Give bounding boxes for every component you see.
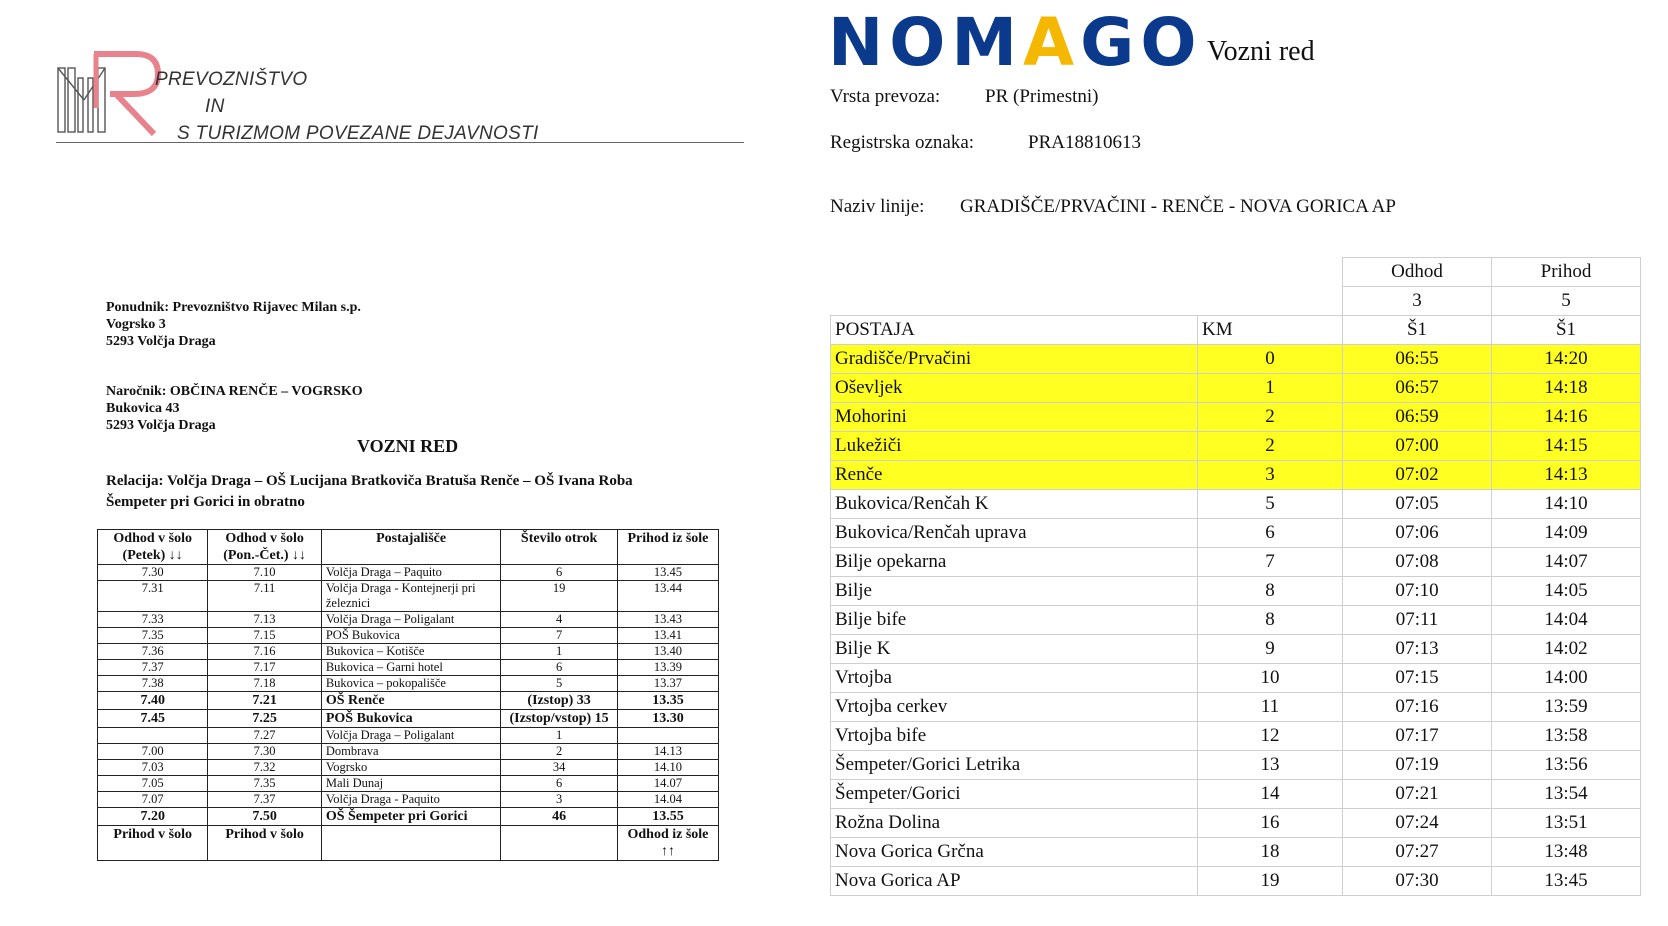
- table-header-row: [98, 530, 719, 565]
- odhod-petek-cell: 7.30: [98, 565, 208, 581]
- table-row: [831, 780, 1641, 809]
- ponudnik-line: 5293 Volčja Draga: [106, 334, 216, 349]
- postajalisce-cell: OŠ Renče: [321, 692, 500, 710]
- prihod-cell: 13:45: [1492, 867, 1641, 896]
- odhod-petek-cell: Prihod v šolo: [98, 826, 208, 861]
- prihod-cell: Odhod iz šole ↑↑: [617, 826, 718, 861]
- prihod-cell: [617, 728, 718, 744]
- stevilo-otrok-cell: Število otrok: [501, 530, 618, 565]
- table-row: [98, 660, 719, 676]
- stevilo-otrok-cell: 6: [501, 660, 618, 676]
- prihod-cell: 14:05: [1492, 577, 1641, 606]
- narocnik-line: 5293 Volčja Draga: [106, 418, 216, 433]
- postajalisce-cell: Mali Dunaj: [321, 776, 500, 792]
- prihod-code: Š1: [1492, 316, 1641, 345]
- station-cell: Bukovica/Renčah uprava: [831, 519, 1198, 548]
- narocnik-line: Bukovica 43: [106, 401, 180, 416]
- vrsta-prevoza-row: [830, 86, 1099, 108]
- odhod-cell: 07:21: [1343, 780, 1492, 809]
- odhod-cell: 07:19: [1343, 751, 1492, 780]
- odhod-petek-cell: 7.03: [98, 760, 208, 776]
- prihod-cell: 14.13: [617, 744, 718, 760]
- stevilo-otrok-cell: [501, 826, 618, 861]
- company-line-1: PREVOZNIŠTVO: [155, 69, 308, 90]
- table-row: [831, 403, 1641, 432]
- relacija-line: Šempeter pri Gorici in obratno: [106, 494, 305, 510]
- station-cell: Bilje bife: [831, 606, 1198, 635]
- station-cell: Oševljek: [831, 374, 1198, 403]
- prihod-cell: 13.45: [617, 565, 718, 581]
- table-row: [831, 374, 1641, 403]
- registrska-oznaka-value: PRA18810613: [1028, 132, 1141, 153]
- odhod-cell: 07:17: [1343, 722, 1492, 751]
- postajalisce-cell: Bukovica – pokopališče: [321, 676, 500, 692]
- table-row: [98, 776, 719, 792]
- table-row: [831, 606, 1641, 635]
- table-row: [831, 751, 1641, 780]
- km-cell: 2: [1198, 432, 1343, 461]
- vrsta-prevoza-label: Vrsta prevoza:: [830, 86, 941, 107]
- station-cell: Bilje: [831, 577, 1198, 606]
- prihod-cell: 13.40: [617, 644, 718, 660]
- bus-timetable: [830, 257, 1641, 896]
- stevilo-otrok-cell: (Izstop/vstop) 15: [501, 710, 618, 728]
- km-cell: 7: [1198, 548, 1343, 577]
- stevilo-otrok-cell: 4: [501, 612, 618, 628]
- company-line-2: IN: [205, 96, 225, 117]
- vrsta-prevoza-value: PR (Primestni): [985, 86, 1099, 107]
- odhod-petek-cell: [98, 728, 208, 744]
- km-cell: 19: [1198, 867, 1343, 896]
- odhod-cell: 06:55: [1343, 345, 1492, 374]
- odhod-cell: 07:16: [1343, 693, 1492, 722]
- prihod-cell: 14:10: [1492, 490, 1641, 519]
- odhod-petek-cell: 7.31: [98, 581, 208, 612]
- odhod-pon-cet-cell: 7.10: [208, 565, 321, 581]
- company-name: [155, 66, 539, 147]
- odhod-number: 3: [1343, 287, 1492, 316]
- header-row-odhod-prihod: [831, 258, 1641, 287]
- table-row: [831, 664, 1641, 693]
- odhod-pon-cet-cell: 7.30: [208, 744, 321, 760]
- postajalisce-cell: Volčja Draga – Paquito: [321, 565, 500, 581]
- prihod-cell: 14:02: [1492, 635, 1641, 664]
- ponudnik-line: Vogrsko 3: [106, 317, 166, 332]
- table-row: [831, 432, 1641, 461]
- station-cell: Mohorini: [831, 403, 1198, 432]
- prihod-cell: 14.04: [617, 792, 718, 808]
- odhod-pon-cet-cell: 7.25: [208, 710, 321, 728]
- right-document: [820, 0, 1668, 926]
- odhod-petek-cell: 7.36: [98, 644, 208, 660]
- km-cell: 18: [1198, 838, 1343, 867]
- stevilo-otrok-cell: 6: [501, 776, 618, 792]
- stevilo-otrok-cell: 1: [501, 728, 618, 744]
- prihod-cell: 14:18: [1492, 374, 1641, 403]
- odhod-petek-cell: 7.33: [98, 612, 208, 628]
- odhod-cell: 07:24: [1343, 809, 1492, 838]
- table-row: [98, 581, 719, 612]
- prihod-cell: 13.41: [617, 628, 718, 644]
- header-row-numbers: [831, 287, 1641, 316]
- table-row: [831, 345, 1641, 374]
- col-postaja: POSTAJA: [831, 316, 1198, 345]
- odhod-cell: 07:13: [1343, 635, 1492, 664]
- table-footer-row: [98, 826, 719, 861]
- table-row: [831, 838, 1641, 867]
- km-cell: 9: [1198, 635, 1343, 664]
- relacija: [106, 471, 633, 513]
- odhod-pon-cet-cell: 7.13: [208, 612, 321, 628]
- odhod-pon-cet-cell: 7.27: [208, 728, 321, 744]
- table-row: [831, 693, 1641, 722]
- table-row: [831, 722, 1641, 751]
- station-cell: Bukovica/Renčah K: [831, 490, 1198, 519]
- postajalisce-cell: Postajališče: [321, 530, 500, 565]
- km-cell: 14: [1198, 780, 1343, 809]
- prihod-cell: 13.43: [617, 612, 718, 628]
- stevilo-otrok-cell: 34: [501, 760, 618, 776]
- stevilo-otrok-cell: 2: [501, 744, 618, 760]
- odhod-cell: 07:06: [1343, 519, 1492, 548]
- station-cell: Vrtojba bife: [831, 722, 1198, 751]
- table-row: [831, 548, 1641, 577]
- company-line-3: S TURIZMOM POVEZANE DEJAVNOSTI: [177, 123, 539, 144]
- odhod-petek-cell: 7.35: [98, 628, 208, 644]
- odhod-code: Š1: [1343, 316, 1492, 345]
- postajalisce-cell: Volčja Draga - Paquito: [321, 792, 500, 808]
- naziv-linije-row: [830, 196, 1396, 218]
- postajalisce-cell: Bukovica – Kotišče: [321, 644, 500, 660]
- naziv-linije-label: Naziv linije:: [830, 196, 925, 217]
- table-row: [98, 628, 719, 644]
- ponudnik-line: Ponudnik: Prevozništvo Rijavec Milan s.p.: [106, 300, 361, 315]
- odhod-pon-cet-cell: 7.21: [208, 692, 321, 710]
- table-row: [831, 461, 1641, 490]
- table-row: [98, 760, 719, 776]
- table-row: [98, 676, 719, 692]
- prihod-cell: 14:07: [1492, 548, 1641, 577]
- table-row: [98, 808, 719, 826]
- prihod-cell: 13:56: [1492, 751, 1641, 780]
- odhod-petek-cell: Odhod v šolo (Petek) ↓↓: [98, 530, 208, 565]
- odhod-cell: 06:59: [1343, 403, 1492, 432]
- station-cell: Šempeter/Gorici: [831, 780, 1198, 809]
- stevilo-otrok-cell: 6: [501, 565, 618, 581]
- odhod-petek-cell: 7.38: [98, 676, 208, 692]
- km-cell: 8: [1198, 577, 1343, 606]
- postajalisce-cell: Bukovica – Garni hotel: [321, 660, 500, 676]
- odhod-cell: 06:57: [1343, 374, 1492, 403]
- mr-logo-icon: [56, 48, 166, 140]
- prihod-cell: 13:58: [1492, 722, 1641, 751]
- stevilo-otrok-cell: 19: [501, 581, 618, 612]
- prihod-cell: 13.55: [617, 808, 718, 826]
- station-cell: Vrtojba cerkev: [831, 693, 1198, 722]
- postajalisce-cell: POŠ Bukovica: [321, 710, 500, 728]
- station-cell: Rožna Dolina: [831, 809, 1198, 838]
- table-row: [831, 867, 1641, 896]
- stevilo-otrok-cell: 7: [501, 628, 618, 644]
- km-cell: 2: [1198, 403, 1343, 432]
- prihod-number: 5: [1492, 287, 1641, 316]
- km-cell: 3: [1198, 461, 1343, 490]
- odhod-pon-cet-cell: 7.32: [208, 760, 321, 776]
- prihod-cell: 13:48: [1492, 838, 1641, 867]
- km-cell: 10: [1198, 664, 1343, 693]
- prihod-cell: 13.35: [617, 692, 718, 710]
- odhod-cell: 07:30: [1343, 867, 1492, 896]
- odhod-pon-cet-cell: 7.17: [208, 660, 321, 676]
- odhod-pon-cet-cell: Odhod v šolo (Pon.-Čet.) ↓↓: [208, 530, 321, 565]
- km-cell: 0: [1198, 345, 1343, 374]
- table-row: [98, 644, 719, 660]
- table-row: [98, 692, 719, 710]
- odhod-cell: 07:08: [1343, 548, 1492, 577]
- km-cell: 12: [1198, 722, 1343, 751]
- km-cell: 1: [1198, 374, 1343, 403]
- relacija-line: Relacija: Volčja Draga – OŠ Lucijana Bratkoviča Bratuša Renče – OŠ Ivana Roba: [106, 473, 633, 489]
- odhod-petek-cell: 7.37: [98, 660, 208, 676]
- station-cell: Bilje opekarna: [831, 548, 1198, 577]
- station-cell: Šempeter/Gorici Letrika: [831, 751, 1198, 780]
- postajalisce-cell: Volčja Draga - Kontejnerji pri železnici: [321, 581, 500, 612]
- document-title: VOZNI RED: [357, 436, 459, 456]
- postajalisce-cell: POŠ Bukovica: [321, 628, 500, 644]
- nomago-logo: NOMAGO: [828, 4, 1203, 81]
- odhod-pon-cet-cell: 7.50: [208, 808, 321, 826]
- stevilo-otrok-cell: 5: [501, 676, 618, 692]
- letterhead-divider: [56, 142, 744, 143]
- page-title: Vozni red: [1207, 36, 1315, 67]
- col-prihod: Prihod: [1492, 258, 1641, 287]
- table-row: [98, 744, 719, 760]
- odhod-cell: 07:15: [1343, 664, 1492, 693]
- odhod-petek-cell: 7.40: [98, 692, 208, 710]
- odhod-pon-cet-cell: 7.35: [208, 776, 321, 792]
- odhod-pon-cet-cell: 7.15: [208, 628, 321, 644]
- odhod-cell: 07:05: [1343, 490, 1492, 519]
- odhod-pon-cet-cell: 7.11: [208, 581, 321, 612]
- odhod-pon-cet-cell: 7.16: [208, 644, 321, 660]
- prihod-cell: 13:59: [1492, 693, 1641, 722]
- odhod-cell: 07:27: [1343, 838, 1492, 867]
- registrska-oznaka-row: [830, 132, 1141, 154]
- narocnik-block: [106, 383, 363, 434]
- prihod-cell: 13:54: [1492, 780, 1641, 809]
- odhod-petek-cell: 7.05: [98, 776, 208, 792]
- odhod-petek-cell: 7.07: [98, 792, 208, 808]
- registrska-oznaka-label: Registrska oznaka:: [830, 132, 975, 153]
- table-row: [831, 809, 1641, 838]
- col-km: KM: [1198, 316, 1343, 345]
- table-row: [831, 519, 1641, 548]
- odhod-pon-cet-cell: 7.18: [208, 676, 321, 692]
- school-timetable: [97, 529, 719, 861]
- prihod-cell: 14:20: [1492, 345, 1641, 374]
- table-row: [831, 490, 1641, 519]
- odhod-petek-cell: 7.00: [98, 744, 208, 760]
- km-cell: 11: [1198, 693, 1343, 722]
- stevilo-otrok-cell: 46: [501, 808, 618, 826]
- odhod-petek-cell: 7.45: [98, 710, 208, 728]
- odhod-cell: 07:00: [1343, 432, 1492, 461]
- prihod-cell: 14.10: [617, 760, 718, 776]
- station-cell: Gradišče/Prvačini: [831, 345, 1198, 374]
- table-row: [98, 728, 719, 744]
- postajalisce-cell: Vogrsko: [321, 760, 500, 776]
- stevilo-otrok-cell: 3: [501, 792, 618, 808]
- prihod-cell: 14:15: [1492, 432, 1641, 461]
- table-row: [98, 710, 719, 728]
- postajalisce-cell: OŠ Šempeter pri Gorici: [321, 808, 500, 826]
- station-cell: Renče: [831, 461, 1198, 490]
- table-row: [98, 565, 719, 581]
- prihod-cell: 13:51: [1492, 809, 1641, 838]
- postajalisce-cell: Volčja Draga – Poligalant: [321, 612, 500, 628]
- prihod-cell: 14.07: [617, 776, 718, 792]
- station-cell: Lukežiči: [831, 432, 1198, 461]
- station-cell: Bilje K: [831, 635, 1198, 664]
- station-cell: Vrtojba: [831, 664, 1198, 693]
- prihod-cell: Prihod iz šole: [617, 530, 718, 565]
- stevilo-otrok-cell: (Izstop) 33: [501, 692, 618, 710]
- prihod-cell: 14:04: [1492, 606, 1641, 635]
- prihod-cell: 14:09: [1492, 519, 1641, 548]
- table-row: [98, 792, 719, 808]
- km-cell: 6: [1198, 519, 1343, 548]
- header-row-columns: [831, 316, 1641, 345]
- col-odhod: Odhod: [1343, 258, 1492, 287]
- stevilo-otrok-cell: 1: [501, 644, 618, 660]
- naziv-linije-value: GRADIŠČE/PRVAČINI - RENČE - NOVA GORICA AP: [960, 196, 1396, 217]
- prihod-cell: 13.37: [617, 676, 718, 692]
- left-document: [0, 0, 780, 926]
- table-row: [831, 635, 1641, 664]
- odhod-cell: 07:11: [1343, 606, 1492, 635]
- postajalisce-cell: [321, 826, 500, 861]
- prihod-cell: 13.44: [617, 581, 718, 612]
- prihod-cell: 13.30: [617, 710, 718, 728]
- odhod-pon-cet-cell: 7.37: [208, 792, 321, 808]
- ponudnik-block: [106, 299, 361, 350]
- prihod-cell: 14:13: [1492, 461, 1641, 490]
- table-row: [831, 577, 1641, 606]
- km-cell: 13: [1198, 751, 1343, 780]
- km-cell: 8: [1198, 606, 1343, 635]
- station-cell: Nova Gorica Grčna: [831, 838, 1198, 867]
- odhod-petek-cell: 7.20: [98, 808, 208, 826]
- prihod-cell: 13.39: [617, 660, 718, 676]
- km-cell: 16: [1198, 809, 1343, 838]
- table-row: [98, 612, 719, 628]
- narocnik-line: Naročnik: OBČINA RENČE – VOGRSKO: [106, 384, 363, 399]
- prihod-cell: 14:16: [1492, 403, 1641, 432]
- postajalisce-cell: Volčja Draga – Poligalant: [321, 728, 500, 744]
- odhod-cell: 07:10: [1343, 577, 1492, 606]
- prihod-cell: 14:00: [1492, 664, 1641, 693]
- km-cell: 5: [1198, 490, 1343, 519]
- postajalisce-cell: Dombrava: [321, 744, 500, 760]
- odhod-cell: 07:02: [1343, 461, 1492, 490]
- odhod-pon-cet-cell: Prihod v šolo: [208, 826, 321, 861]
- station-cell: Nova Gorica AP: [831, 867, 1198, 896]
